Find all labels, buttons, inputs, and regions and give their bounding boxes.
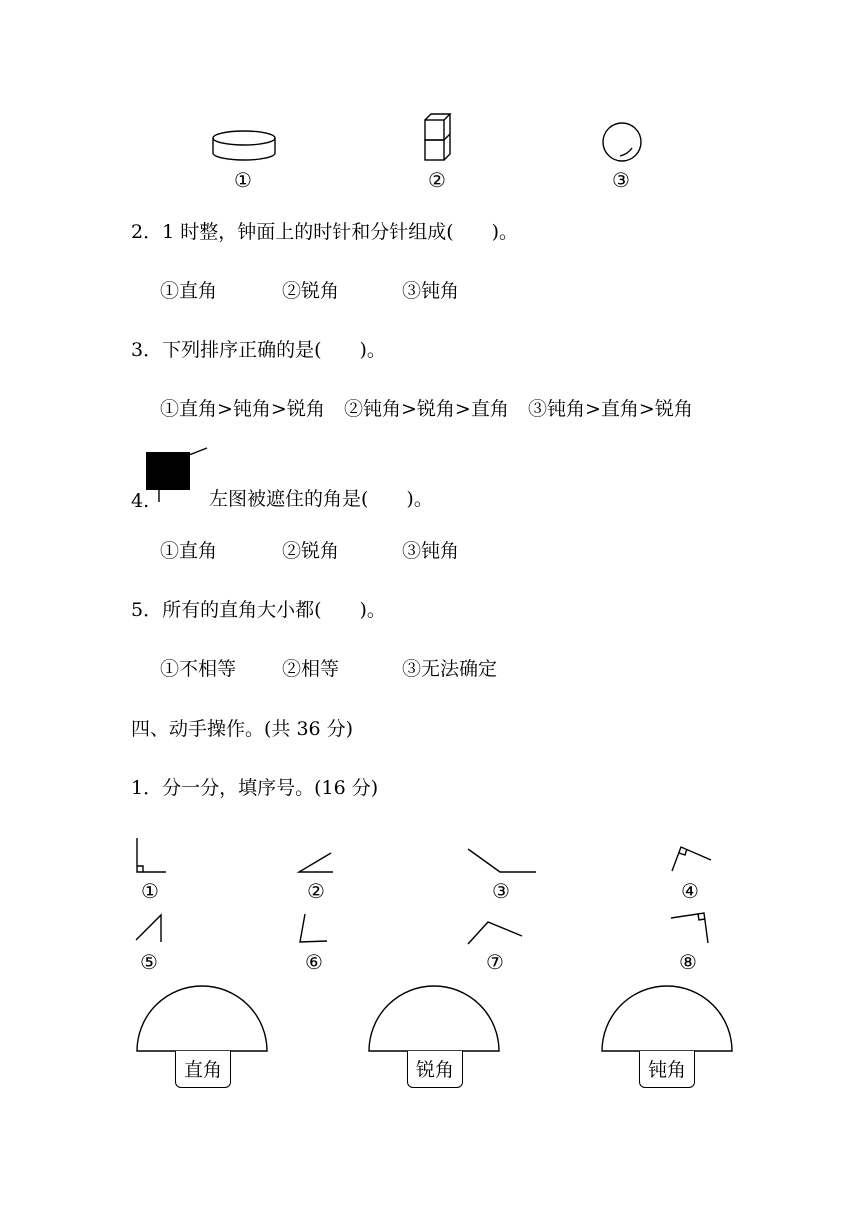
question-5-option-1: ①不相等	[160, 658, 237, 680]
question-2-option-1: ①直角	[160, 280, 218, 302]
question-4-text: 左图被遮住的角是( )。	[209, 488, 433, 510]
question-2-text: 2．1 时整，钟面上的时针和分针组成( )。	[131, 221, 519, 243]
question-3-option-1: ①直角>钝角>锐角	[160, 398, 325, 420]
question-4-option-1: ①直角	[160, 540, 218, 562]
angle-label-6: ⑥	[305, 950, 323, 974]
angle-label-7: ⑦	[486, 950, 504, 974]
shape-label-1: ①	[234, 168, 252, 192]
shape-label-2: ②	[428, 168, 446, 192]
question-4-option-2: ②锐角	[282, 540, 340, 562]
question-3-option-3: ③钝角>直角>锐角	[528, 398, 693, 420]
section-4-heading: 四、动手操作。(共 36 分)	[131, 718, 354, 740]
question-5-option-3: ③无法确定	[402, 658, 498, 680]
question-4-number: 4.	[131, 490, 150, 512]
angle-label-3: ③	[492, 879, 510, 903]
question-5-text: 5．所有的直角大小都( )。	[131, 599, 386, 621]
mushroom-label-obtuse-angle: 钝角	[647, 1059, 686, 1081]
question-3-option-2: ②钝角>锐角>直角	[344, 398, 509, 420]
mushroom-label-right-angle: 直角	[183, 1059, 222, 1081]
mushroom-stem-obtuse-angle	[639, 1051, 695, 1088]
question-5-option-2: ②相等	[282, 658, 340, 680]
angle-label-1: ①	[141, 879, 159, 903]
angle-label-4: ④	[681, 879, 699, 903]
mushroom-label-acute-angle: 锐角	[415, 1059, 454, 1081]
question-2-option-3: ③钝角	[402, 280, 460, 302]
question-4-option-3: ③钝角	[402, 540, 460, 562]
question-3-text: 3．下列排序正确的是( )。	[131, 339, 386, 361]
angle-label-5: ⑤	[140, 950, 158, 974]
angle-label-2: ②	[307, 879, 325, 903]
section-4-question-1: 1．分一分，填序号。(16 分)	[131, 777, 379, 799]
question-2-option-2: ②锐角	[282, 280, 340, 302]
shape-label-3: ③	[612, 168, 630, 192]
angle-label-8: ⑧	[679, 950, 697, 974]
